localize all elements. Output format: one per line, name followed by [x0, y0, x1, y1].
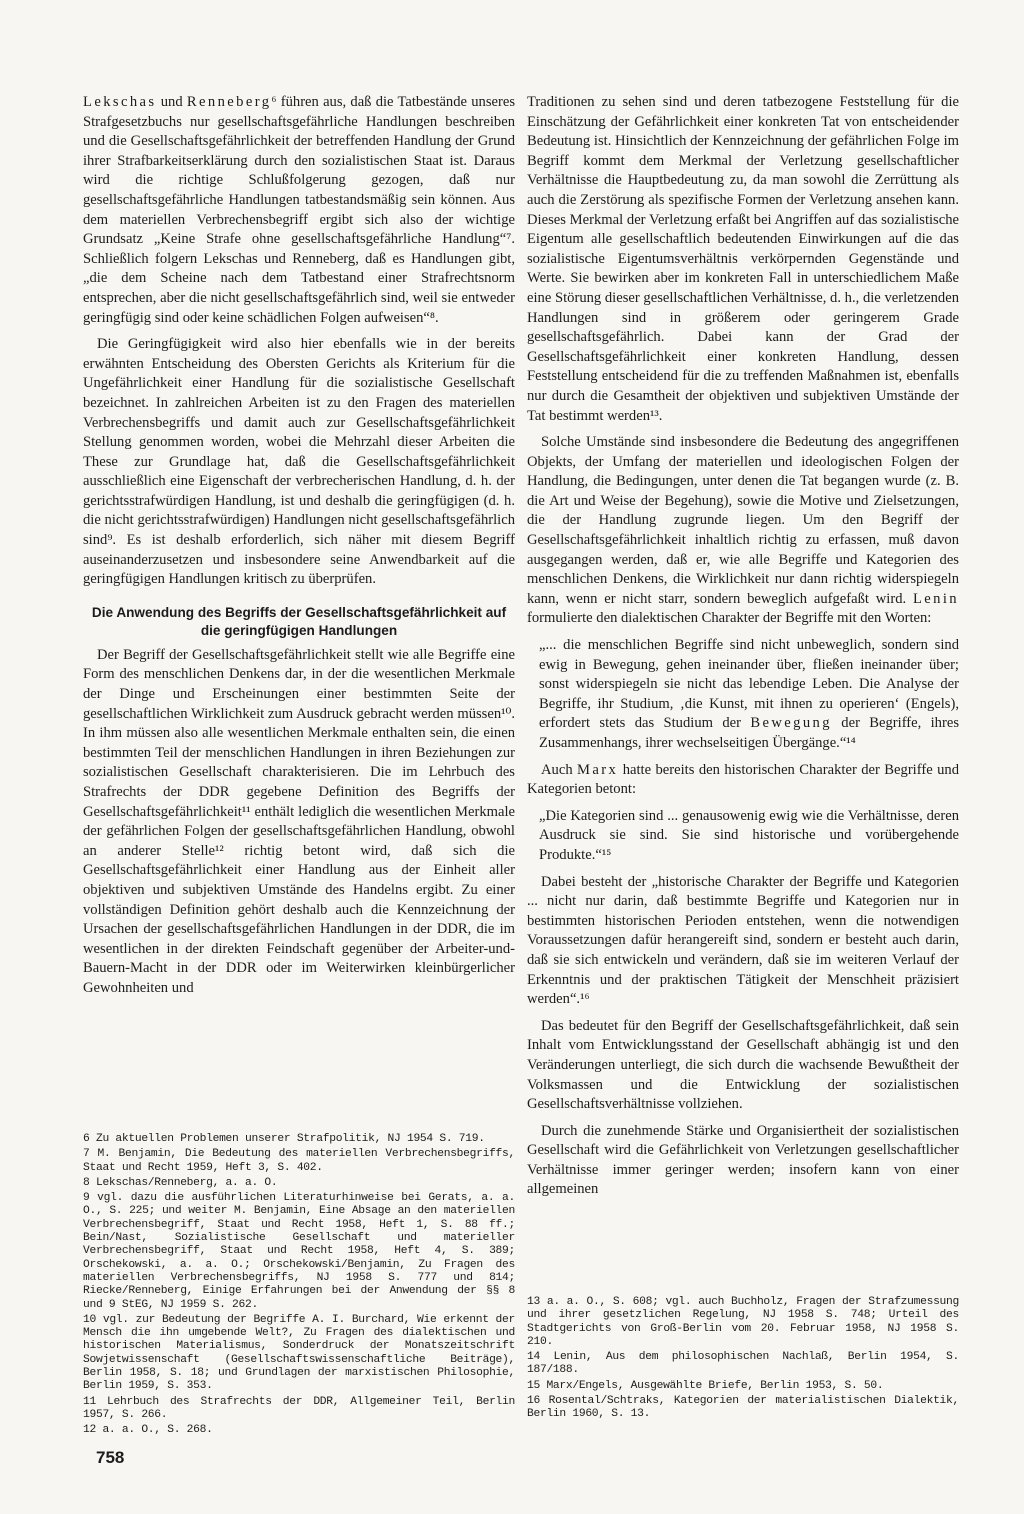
footnote: 11 Lehrbuch des Strafrechts der DDR, Allgemeiner Teil, Berlin 1957, S. 266.: [83, 1395, 515, 1421]
footnote: 9 vgl. dazu die ausführlichen Literaturhinweise bei Gerats, a. a. O., S. 225; und weiter M. Benjamin, Eine Absage an den materiellen Verbrechensbegriff, Staat und Recht 1958, Heft 1, S. 88 ff.; Bein/Nast, Sozialistische Gesellschaft und materieller Verbrechensbegriff, Staat und Recht 1958, Heft 4, S. 389; Orschekowski, a. a. O.; Orschekowski/Benjamin, Zu Fragen des materiellen Verbrechensbegriffs, NJ 1958 S. 777 und 814; Riecke/Renneberg, Einige Erfahrungen bei der Anwendung der §§ 8 und 9 StEG, NJ 1959 S. 262.: [83, 1192, 515, 1311]
footnotes-left: [83, 1133, 515, 1440]
page-number: 758: [96, 1448, 125, 1467]
footnote: 8 Lekschas/Renneberg, a. a. O.: [83, 1176, 278, 1189]
footnote: 7 M. Benjamin, Die Bedeutung des materiellen Verbrechensbegriffs, Staat und Recht 1959, Heft 3, S. 402.: [83, 1148, 515, 1174]
author-name: Lenin: [912, 590, 959, 607]
author-name: Marx: [577, 761, 619, 778]
footnote: 15 Marx/Engels, Ausgewählte Briefe, Berlin 1953, S. 50.: [527, 1379, 884, 1392]
paragraph: Durch die zunehmende Stärke und Organisiertheit der sozialistischen Gesellschaft wird die Gefährlichkeit von Verletzungen gesellschaftlicher Verhältnisse immer geringer werden; insofern kann von einer allgemeinen: [527, 1122, 959, 1198]
footnote: 16 Rosental/Schtraks, Kategorien der materialistischen Dialektik, Berlin 1960, S. 13.: [527, 1395, 959, 1421]
paragraph: Traditionen zu sehen sind und deren tatbezogene Feststellung für die Einschätzung der Gefährlichkeit einer konkreten Tat von entscheidender Bedeutung ist. Hinsichtlich der Kennzeichnung der gefährlichen Folge im Begriff kommt dem Merkmal der Verletzung gesellschaftlicher Verhältnisse die Hauptbedeutung zu, da man sowohl die Zerrüttung als auch die Zerstörung als spezifische Formen der Verletzung ansehen kann. Dieses Merkmal der Verletzung erfaßt bei Angriffen auf das sozialistische Eigentum alle gesellschaftlich bedeutenden Einwirkungen auf die das sozialistische Eigentumsverhältnis verkörpernden Gegenstände und Werte. Sie bewirken aber im konkreten Fall in unterschiedlichem Maße eine Störung dieser gesellschaftlichen Verhältnisse, d. h., die verletzenden Handlungen sind in größerem oder geringerem Grade gesellschaftsgefährlich. Dabei kann der Grad der Gesellschaftsgefährlichkeit einer konkreten Handlung, dessen Feststellung entscheidend für die zu treffenden Maßnahmen ist, ebenfalls nur durch die Gesamtheit der objektiven und subjektiven Umstände der Tat bestimmt werden¹³.: [527, 94, 959, 424]
footnote: 12 a. a. O., S. 268.: [83, 1424, 213, 1437]
footnote: 14 Lenin, Aus dem philosophischen Nachlaß, Berlin 1954, S. 187/188.: [527, 1351, 959, 1377]
footnote: 10 vgl. zur Bedeutung der Begriffe A. I. Burchard, Wie erkennt der Mensch die ihn umgebende Welt?, Zu Fragen des dialektischen und historischen Materialismus, Sonderdruck der Monatszeitschrift Sowjetwissenschaft (Gesellschaftswissenschaftliche Beiträge), Berlin 1958, S. 18; und Grundlagen der marxistischen Philosophie, Berlin 1959, S. 353.: [83, 1313, 515, 1393]
paragraph: Der Begriff der Gesellschaftsgefährlichkeit stellt wie alle Begriffe eine Form des menschlichen Denkens dar, in der die wesentlichen Merkmale der Dinge und Erscheinungen einer bestimmten Seite der gesellschaftlichen Wirklichkeit zum Ausdruck gebracht werden müssen¹⁰. In ihm müssen also alle wesentlichen Merkmale enthalten sein, die einen bestimmten Teil der menschlichen Handlungen in ihren Beziehungen zur sozialistischen Gesellschaft charakterisieren. Die im Lehrbuch des Strafrechts der DDR gegebene Definition des Begriffs der Gesellschaftsgefährlichkeit¹¹ enthält lediglich die wesentlichen Merkmale der gefährlichen Folgen der gesellschaftsgefährlichen Handlung, obwohl an anderer Stelle¹² richtig betont wird, daß sich die Gesellschaftsgefährlichkeit einer Handlung aus der Einheit aller objektiven und subjektiven Umstände des Handelns ergibt. Zu einer vollständigen Definition gehört deshalb auch die Kennzeichnung der Ursachen der gesellschaftsgefährlichen Handlungen in der DDR, die im wesentlichen in der direkten Feindschaft gegenüber der Arbeiter-und-Bauern-Macht in der DDR oder im Weiterwirken kleinbürgerlicher Gewohnheiten und: [83, 646, 515, 996]
paragraph: Dabei besteht der „historische Charakter der Begriffe und Kategorien ... nicht nur darin, daß bestimmte Begriffe und Kategorien nur in bestimmten historischen Perioden entstehen, wenn die notwendigen Voraussetzungen dafür herangereift sind, sondern er besteht auch darin, daß sie sich entwickeln und verändern, daß sie im weiteren Verlauf der Erkenntnis und der praktischen Tätigkeit der Menschheit präzisiert werden“.¹⁶: [527, 873, 959, 1008]
paragraph: Lekschas und Renneberg⁶ führen aus, daß die Tatbestände unseres Strafgesetzbuchs nur gesellschaftsgefährliche Handlungen beschreiben und die Gesellschaftsgefährlichkeit der betreffenden Handlung der Grund ihrer Strafbarkeitserklärung durch den sozialistischen Staat ist. Daraus wird die richtige Schlußfolgerung gezogen, daß nur gesellschaftsgefährliche Handlungen tatbestandsmäßig sein können. Aus dem materiellen Verbrechensbegriff ergibt sich also der wichtige Grundsatz „Keine Strafe ohne gesellschaftsgefährliche Handlung“⁷. Schließlich folgern Lekschas und Renneberg, daß es Handlungen gibt, „die dem Scheine nach dem Tatbestand einer Strafrechtsnorm entsprechen, aber die nicht gesellschaftsgefährlich sind, weil sie entweder geringfügig sind oder keine schädlichen Folgen aufweisen“⁸.: [83, 94, 515, 326]
section-heading: Die Anwendung des Begriffs der Gesellschaftsgefährlichkeit auf die geringfügigen Handlungen: [91, 604, 507, 638]
footnote: 6 Zu aktuellen Problemen unserer Strafpolitik, NJ 1954 S. 719.: [83, 1133, 485, 1145]
paragraph: Das bedeutet für den Begriff der Gesellschaftsgefährlichkeit, daß sein Inhalt vom Entwicklungsstand der Gesellschaft abhängig ist und den Veränderungen unterliegt, die sich durch die wachsende Bewußtheit der Volksmassen und die Entwicklung der sozialistischen Gesellschaftsverhältnisse vollziehen.: [527, 1017, 959, 1113]
author-name: Lekschas: [83, 94, 157, 110]
footnote: 13 a. a. O., S. 608; vgl. auch Buchholz, Fragen der Strafzumessung und ihrer gesetzlichen Regelung, NJ 1958 S. 748; Urteil des Stadtgerichts von Groß-Berlin vom 20. Februar 1958, NJ 1958 S. 210.: [527, 1296, 959, 1348]
paragraph: Auch Marx hatte bereits den historischen Charakter der Begriffe und Kategorien betont:: [527, 761, 959, 798]
quotation: „... die menschlichen Begriffe sind nicht unbeweglich, sondern sind ewig in Bewegung, gehen ineinander über, fließen ineinander über; sonst widerspiegeln sie nicht das lebendige Leben. Die Analyse der Begriffe, ihr Studium, ‚die Kunst, mit ihnen zu operieren‘ (Engels), erfordert stets das Studium der Bewegung der Begriffe, ihres Zusammenhangs, ihrer wechselseitigen Übergänge.“¹⁴: [539, 637, 959, 751]
author-name: Renneberg: [186, 94, 272, 110]
paragraph: Die Geringfügigkeit wird also hier ebenfalls wie in der bereits erwähnten Entscheidung des Obersten Gerichts als Kriterium für die Ungefährlichkeit einer Handlung für die sozialistische Gesellschaft bezeichnet. In zahlreichen Arbeiten ist zu den Fragen des materiellen Verbrechensbegriffs und damit auch zur Gesellschaftsgefährlichkeit Stellung genommen worden, wobei die Mehrzahl dieser Arbeiten die These zur Grundlage hat, daß die Gesellschaftsgefährlichkeit ausschließlich eine Eigenschaft der verbrecherischen Handlung, d. h. der gerichtsstrafwürdigen Handlung, ist und deshalb die geringfügigen (d. h. die nicht gerichtsstrafwürdigen) Handlungen nicht gesellschaftsgefährlich sind⁹. Es ist deshalb erforderlich, sich näher mit diesem Begriff auseinanderzusetzen und insbesondere seine Anwendbarkeit auf die geringfügigen Handlungen kritisch zu überprüfen.: [83, 336, 515, 588]
quotation: „Die Kategorien sind ... genausowenig ewig wie die Verhältnisse, deren Ausdruck sie sind. Sie sind historische und vorübergehende Produkte.“¹⁵: [539, 807, 959, 863]
footnotes-right: [527, 1296, 959, 1424]
paragraph: Solche Umstände sind insbesondere die Bedeutung des angegriffenen Objekts, der Umfang der materiellen und ideologischen Folgen der Handlung, die Bedingungen, unter denen die Tat begangen wurde (z. B. die Art und Weise der Begehung), sowie die Motive und Zielsetzungen, die der Handlung zugrunde liegen. Um den Begriff der Gesellschaftsgefährlichkeit inhaltlich richtig zu erfassen, muß davon ausgegangen werden, daß er, wie alle Begriffe und Kategorien des menschlichen Denkens, die Wirklichkeit nur dann richtig widerspiegeln kann, wenn er nicht starr, sondern beweglich aufgefaßt wird. Lenin formulierte den dialektischen Charakter der Begriffe mit den Worten:: [527, 434, 959, 627]
right-column: [527, 93, 959, 1207]
left-column: [83, 93, 515, 1006]
